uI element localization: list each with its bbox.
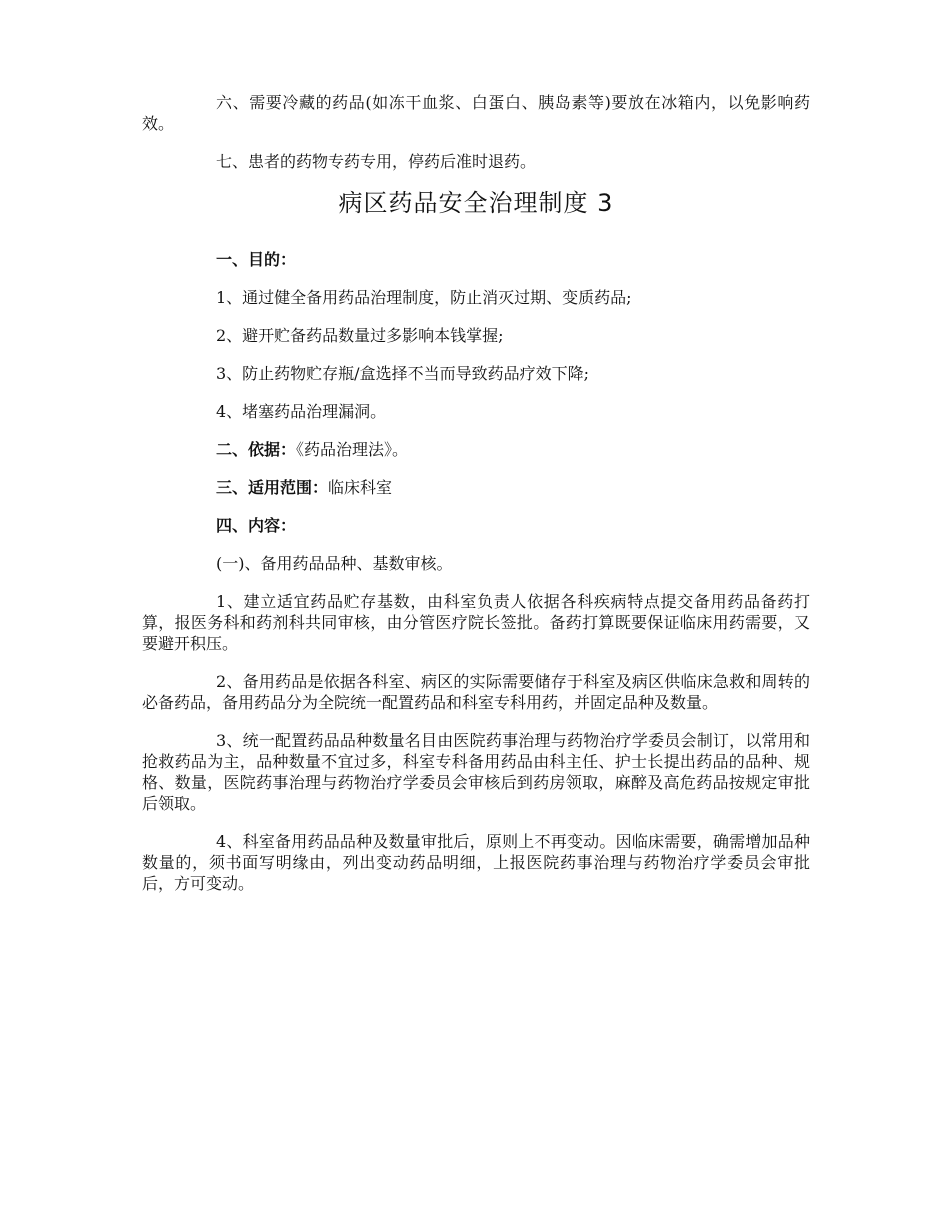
content-paragraph: 3、统一配置药品品种数量名目由医院药事治理与药物治疗学委员会制订，以常用和抢救药品为主，品种数量不宜过多，科室专科备用药品由科主任、护士长提出药品的品种、规格、数量，医院药事治理与药物治疗学委员会审核后到药房领取，麻醉及高危药品按规定审批后领取。 bbox=[142, 731, 810, 813]
scope-line bbox=[142, 477, 810, 498]
purpose-item: 1、通过健全备用药品治理制度，防止消灭过期、变质药品; bbox=[216, 288, 632, 307]
scope-value: 临床科室 bbox=[328, 478, 393, 497]
content-label: 四、内容： bbox=[216, 516, 297, 535]
purpose-item: 4、堵塞药品治理漏洞。 bbox=[216, 402, 387, 421]
content-paragraph: 2、备用药品是依据各科室、病区的实际需要储存于科室及病区供临床急救和周转的必备药品，备用药品分为全院统一配置药品和科室专科用药，并固定品种及数量。 bbox=[142, 672, 810, 712]
basis-label: 二、依据： bbox=[216, 440, 297, 459]
purpose-item: 2、避开贮备药品数量过多影响本钱掌握; bbox=[216, 326, 504, 345]
purpose-heading bbox=[142, 249, 810, 270]
intro-paragraph-6: 六、需要冷藏的药品(如冻干血浆、白蛋白、胰岛素等)要放在冰箱内，以免影响药效。 bbox=[142, 93, 810, 133]
content-heading bbox=[142, 515, 810, 536]
document-page bbox=[142, 92, 810, 911]
scope-label: 三、适用范围： bbox=[216, 478, 329, 497]
content-paragraph: 1、建立适宜药品贮存基数，由科室负责人依据各科疾病特点提交备用药品备药打算，报医务科和药剂科共同审核，由分管医疗院长签批。备药打算既要保证临床用药需要，又要避开积压。 bbox=[142, 592, 810, 653]
section-title: (一)、备用药品品种、基数审核。 bbox=[216, 554, 453, 573]
content-paragraph: 4、科室备用药品品种及数量审批后，原则上不再变动。因临床需要，确需增加品种数量的，须书面写明缘由，列出变动药品明细，上报医院药事治理与药物治疗学委员会审批后，方可变动。 bbox=[142, 832, 810, 893]
intro-paragraph-7: 七、患者的药物专药专用，停药后准时退药。 bbox=[216, 152, 537, 171]
basis-line bbox=[142, 439, 810, 460]
document-title: 病区药品安全治理制度 3 bbox=[338, 189, 614, 217]
purpose-label: 一、目的： bbox=[216, 250, 297, 269]
purpose-item: 3、防止药物贮存瓶/盒选择不当而导致药品疗效下降; bbox=[216, 364, 589, 383]
basis-value: 《药品治理法》。 bbox=[296, 440, 409, 459]
